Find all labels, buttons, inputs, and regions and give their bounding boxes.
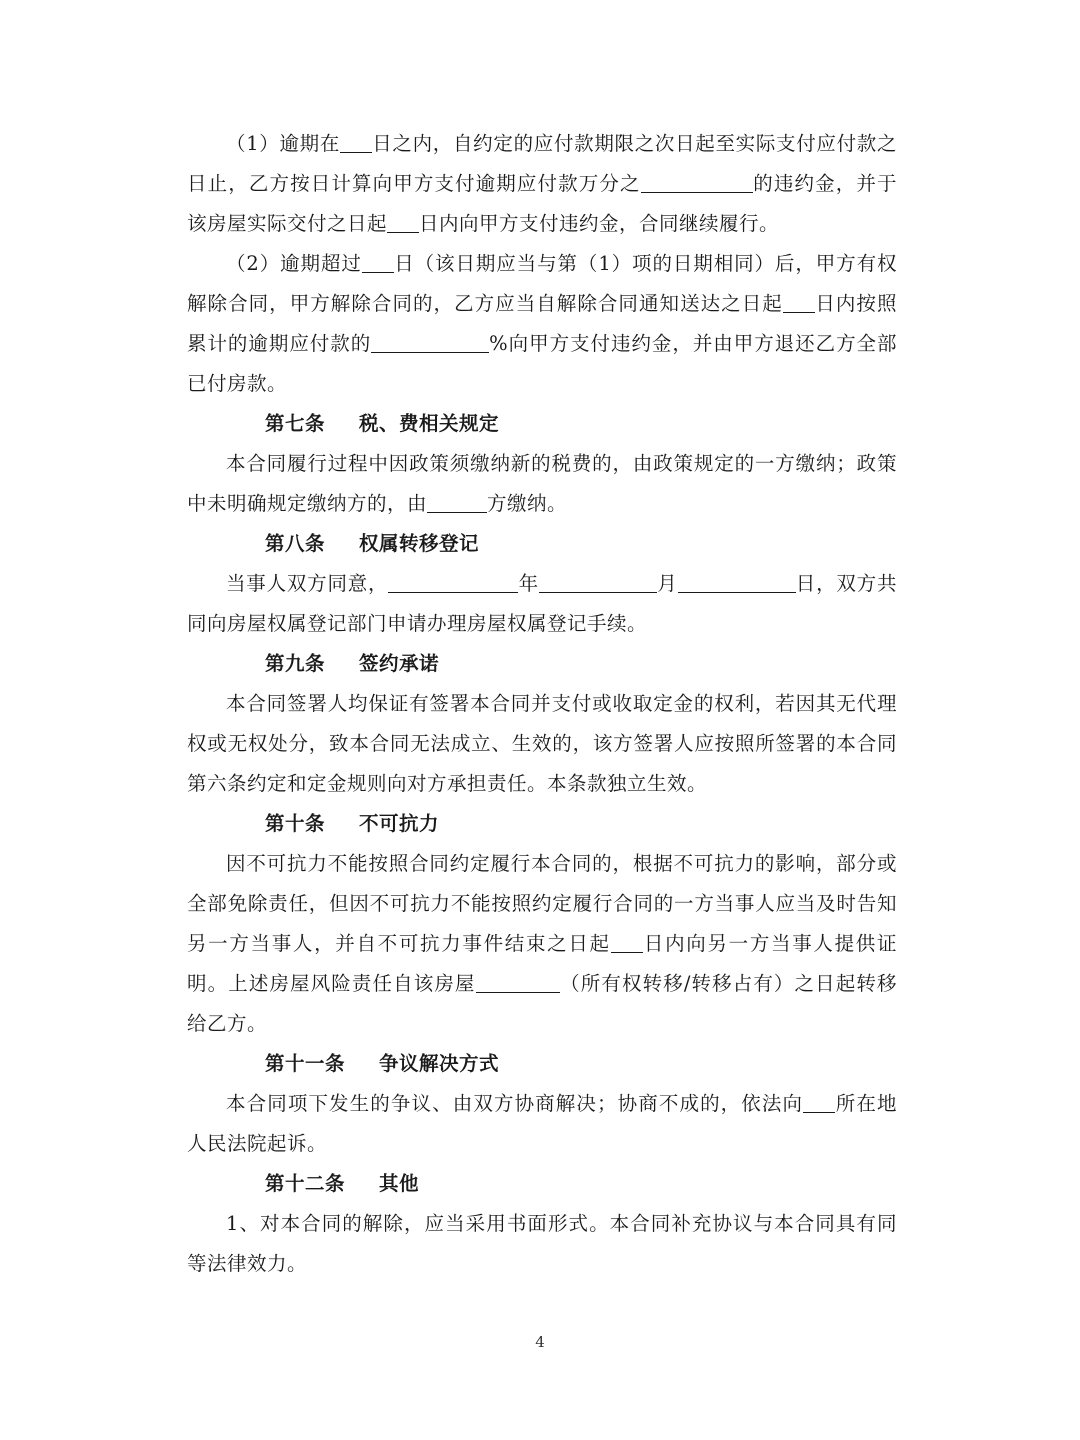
paragraph-text: 日内向另一方当事人提供证明。上述房屋风险责任自该房屋	[187, 932, 897, 995]
article-11-body	[187, 1084, 897, 1164]
paragraph-text: 月	[656, 572, 678, 595]
article-title: 不可抗力	[359, 812, 440, 835]
fill-blank	[476, 966, 560, 993]
fill-blank	[388, 566, 518, 593]
article-number: 第七条	[265, 412, 326, 435]
clause-paragraph-1	[187, 124, 897, 244]
article-title: 其他	[379, 1172, 420, 1195]
document-body	[187, 124, 897, 1284]
fill-blank	[803, 1086, 835, 1113]
fill-blank	[362, 246, 394, 273]
article-10-heading	[187, 804, 897, 844]
article-8-heading	[187, 524, 897, 564]
fill-blank	[539, 566, 657, 593]
paragraph-text: 因不可抗力不能按照合同约定履行本合同的，根据不可抗力的影响，部分或全部免除责任，但因不可抗力不能按照约定履行合同的一方当事人应当及时告知另一方当事人，并自不可抗力事件结束之日起	[187, 852, 897, 955]
article-number: 第九条	[265, 652, 326, 675]
fill-blank	[371, 326, 489, 353]
article-7-body	[187, 444, 897, 524]
article-number: 第十条	[265, 812, 326, 835]
article-9-heading	[187, 644, 897, 684]
fill-blank	[427, 486, 487, 513]
paragraph-text: 所在地人民法院起诉。	[187, 1092, 897, 1155]
paragraph-text: 的违约金，并于该房屋实际交付之日起	[187, 172, 897, 235]
article-number: 第十一条	[265, 1052, 346, 1075]
paragraph-text: （所有权转移/转移占有）之日起转移给乙方。	[187, 972, 897, 1035]
article-title: 权属转移登记	[359, 532, 480, 555]
paragraph-text: （1）逾期在	[226, 132, 341, 155]
fill-blank	[641, 166, 753, 193]
article-10-body	[187, 844, 897, 1044]
paragraph-text: 日内按照累计的逾期应付款的	[187, 292, 897, 355]
fill-blank	[678, 566, 796, 593]
article-number: 第十二条	[265, 1172, 346, 1195]
paragraph-text: 本合同项下发生的争议、由双方协商解决；协商不成的，依法向	[226, 1092, 804, 1115]
clause-paragraph-2	[187, 244, 897, 404]
page-number: 4	[535, 1333, 545, 1351]
paragraph-text: 日内向甲方支付违约金，合同继续履行。	[419, 212, 780, 235]
fill-blank	[611, 926, 643, 953]
paragraph-text: 本合同履行过程中因政策须缴纳新的税费的，由政策规定的一方缴纳；政策中未明确规定缴纳方的，由	[187, 452, 897, 515]
fill-blank	[387, 206, 419, 233]
paragraph-text: 方缴纳。	[487, 492, 568, 515]
article-12-heading	[187, 1164, 897, 1204]
fill-blank	[340, 126, 372, 153]
article-9-body: 本合同签署人均保证有签署本合同并支付或收取定金的权利，若因其无代理权或无权处分，致本合同无法成立、生效的，该方签署人应按照所签署的本合同第六条约定和定金规则向对方承担责任。本条款独立生效。	[187, 692, 897, 795]
paragraph-text: （2）逾期超过	[226, 252, 362, 275]
fill-blank	[783, 286, 815, 313]
paragraph-text: 当事人双方同意，	[226, 572, 389, 595]
paragraph-text: 日（该日期应当与第（1）项的日期相同）后，甲方有权解除合同，甲方解除合同的，乙方应当自解除合同通知送达之日起	[187, 252, 897, 315]
article-7-heading	[187, 404, 897, 444]
article-8-body	[187, 564, 897, 644]
article-11-heading	[187, 1044, 897, 1084]
paragraph-text: 日之内，自约定的应付款期限之次日起至实际支付应付款之日止，乙方按日计算向甲方支付逾期应付款万分之	[187, 132, 897, 195]
article-12-body: 1、对本合同的解除，应当采用书面形式。本合同补充协议与本合同具有同等法律效力。	[187, 1212, 897, 1275]
paragraph-text: %向甲方支付违约金，并由甲方退还乙方全部已付房款。	[187, 332, 897, 395]
paragraph-text: 日，双方共同向房屋权属登记部门申请办理房屋权属登记手续。	[187, 572, 897, 635]
paragraph-text: 年	[518, 572, 539, 595]
article-title: 税、费相关规定	[359, 412, 500, 435]
article-title: 签约承诺	[359, 652, 440, 675]
article-title: 争议解决方式	[379, 1052, 500, 1075]
article-number: 第八条	[265, 532, 326, 555]
